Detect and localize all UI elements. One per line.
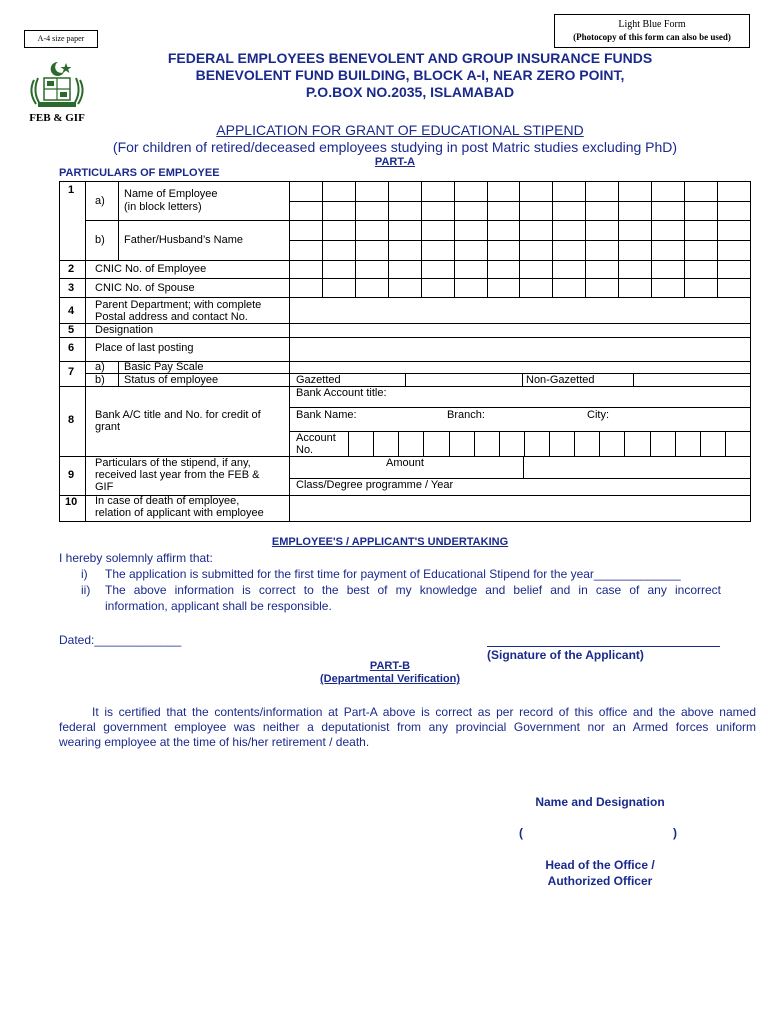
org-line2: BENEVOLENT FUND BUILDING, BLOCK A-I, NEAR ZERO POINT, [195, 67, 625, 83]
father-husband-name-label: Father/Husband’s Name [124, 234, 244, 246]
cnic-spouse-label: CNIC No. of Spouse [95, 282, 195, 294]
authorized-officer-label: Authorized Officer [547, 874, 653, 888]
amount-field[interactable]: Amount [386, 457, 424, 469]
dated-field[interactable]: Dated:_____________ [59, 633, 182, 647]
row-5-number: 5 [68, 324, 75, 336]
row-10-number: 10 [65, 496, 78, 508]
form-note-line1: Light Blue Form [618, 19, 686, 30]
row-3-number: 3 [68, 282, 75, 294]
org-line1: FEDERAL EMPLOYEES BENEVOLENT AND GROUP INSURANCE FUNDS [167, 50, 653, 66]
row-7b-marker: b) [95, 374, 105, 386]
row-1a-marker: a) [95, 195, 105, 207]
class-degree-field[interactable]: Class/Degree programme / Year [296, 479, 454, 491]
certification-line1: It is certified that the contents/information at Part-A above is correct as per record of this office and the above named [92, 705, 756, 719]
paper-size-label: A-4 size paper [24, 30, 98, 48]
name-and-designation-label: Name and Designation [535, 795, 665, 809]
bank-account-label: Bank A/C title and No. for credit of [95, 409, 261, 421]
undertaking-item-i: The application is submitted for the first time for payment of Educational Stipend for the year_____________ [105, 567, 681, 581]
certification-line2: federal government employee was neither a deputationist from any provincial Government nor an Armed forces uniform [59, 720, 756, 734]
gazetted-option[interactable]: Gazetted [296, 374, 341, 386]
row-4-number: 4 [68, 305, 75, 317]
logo-caption: FEB & GIF [29, 112, 85, 124]
row-2-number: 2 [68, 263, 75, 275]
part-a-section-title: PARTICULARS OF EMPLOYEE [59, 167, 220, 179]
page-title: APPLICATION FOR GRANT OF EDUCATIONAL STIPEND [216, 122, 584, 138]
death-relation-label: In case of death of employee, [95, 495, 240, 507]
cnic-spouse-grid[interactable] [289, 278, 751, 298]
status-of-employee-label: Status of employee [124, 374, 219, 386]
departmental-verification-heading: (Departmental Verification) [320, 673, 460, 685]
row-7-number: 7 [68, 366, 75, 378]
undertaking-intro: I hereby solemnly affirm that: [59, 551, 213, 565]
account-no-label: Account [296, 432, 336, 444]
row-9-number: 9 [68, 469, 75, 481]
org-line3: P.O.BOX NO.2035, ISLAMABAD [305, 84, 515, 100]
row-1b-marker: b) [95, 234, 105, 246]
row-6-number: 6 [68, 342, 75, 354]
name-letter-grid[interactable] [289, 181, 751, 221]
undertaking-item-ii-line2: information, applicant shall be responsible. [105, 599, 332, 613]
certification-line3: wearing employee at the time of his/her retirement / death. [59, 735, 370, 749]
signature-line[interactable] [487, 646, 720, 647]
name-of-employee-label: Name of Employee [124, 188, 218, 200]
undertaking-item-ii: The above information is correct to the best of my knowledge and belief and in case of any incorrect [105, 583, 721, 597]
undertaking-item-ii-number: ii) [81, 583, 91, 597]
name-paren-open: ( [519, 826, 523, 840]
applicant-signature-label: (Signature of the Applicant) [487, 648, 644, 662]
head-of-office-label: Head of the Office / [545, 858, 655, 872]
part-b-heading: PART-B [369, 660, 411, 672]
undertaking-item-i-number: i) [81, 567, 88, 581]
bank-account-title-field[interactable]: Bank Account title: [296, 387, 387, 399]
account-number-grid[interactable] [348, 431, 751, 457]
undertaking-title: EMPLOYEE'S / APPLICANT'S UNDERTAKING [271, 536, 509, 548]
parent-department-label: Parent Department; with complete [95, 299, 262, 311]
branch-field[interactable]: Branch: [447, 409, 485, 421]
bank-name-field[interactable]: Bank Name: [296, 409, 357, 421]
name-paren-close: ) [673, 826, 677, 840]
grant-label: grant [95, 421, 121, 433]
death-relation-label-2: relation of applicant with employee [95, 507, 264, 519]
stipend-particulars-label-2: received last year from the FEB & [95, 469, 260, 481]
postal-address-label: Postal address and contact No. [95, 311, 248, 323]
designation-label: Designation [95, 324, 154, 336]
page-subtitle: (For children of retired/deceased employees studying in post Matric studies excluding PhD) [112, 139, 678, 155]
cnic-employee-label: CNIC No. of Employee [95, 263, 207, 275]
account-no-label-2: No. [296, 444, 314, 456]
city-field[interactable]: City: [587, 409, 609, 421]
basic-pay-scale-label: Basic Pay Scale [124, 361, 204, 373]
row-7a-marker: a) [95, 361, 105, 373]
father-name-letter-grid[interactable] [289, 220, 751, 261]
non-gazetted-option[interactable]: Non-Gazetted [526, 374, 595, 386]
part-a-heading: PART-A [374, 156, 416, 168]
cnic-employee-grid[interactable] [289, 260, 751, 279]
stipend-particulars-label-3: GIF [95, 481, 114, 493]
form-note-line2: (Photocopy of this form can also be used) [573, 32, 731, 42]
last-posting-label: Place of last posting [95, 342, 194, 354]
row-8-number: 8 [68, 414, 75, 426]
row-1-number: 1 [68, 184, 75, 196]
block-letters-label: (in block letters) [124, 201, 202, 213]
stipend-particulars-label: Particulars of the stipend, if any, [95, 457, 251, 469]
